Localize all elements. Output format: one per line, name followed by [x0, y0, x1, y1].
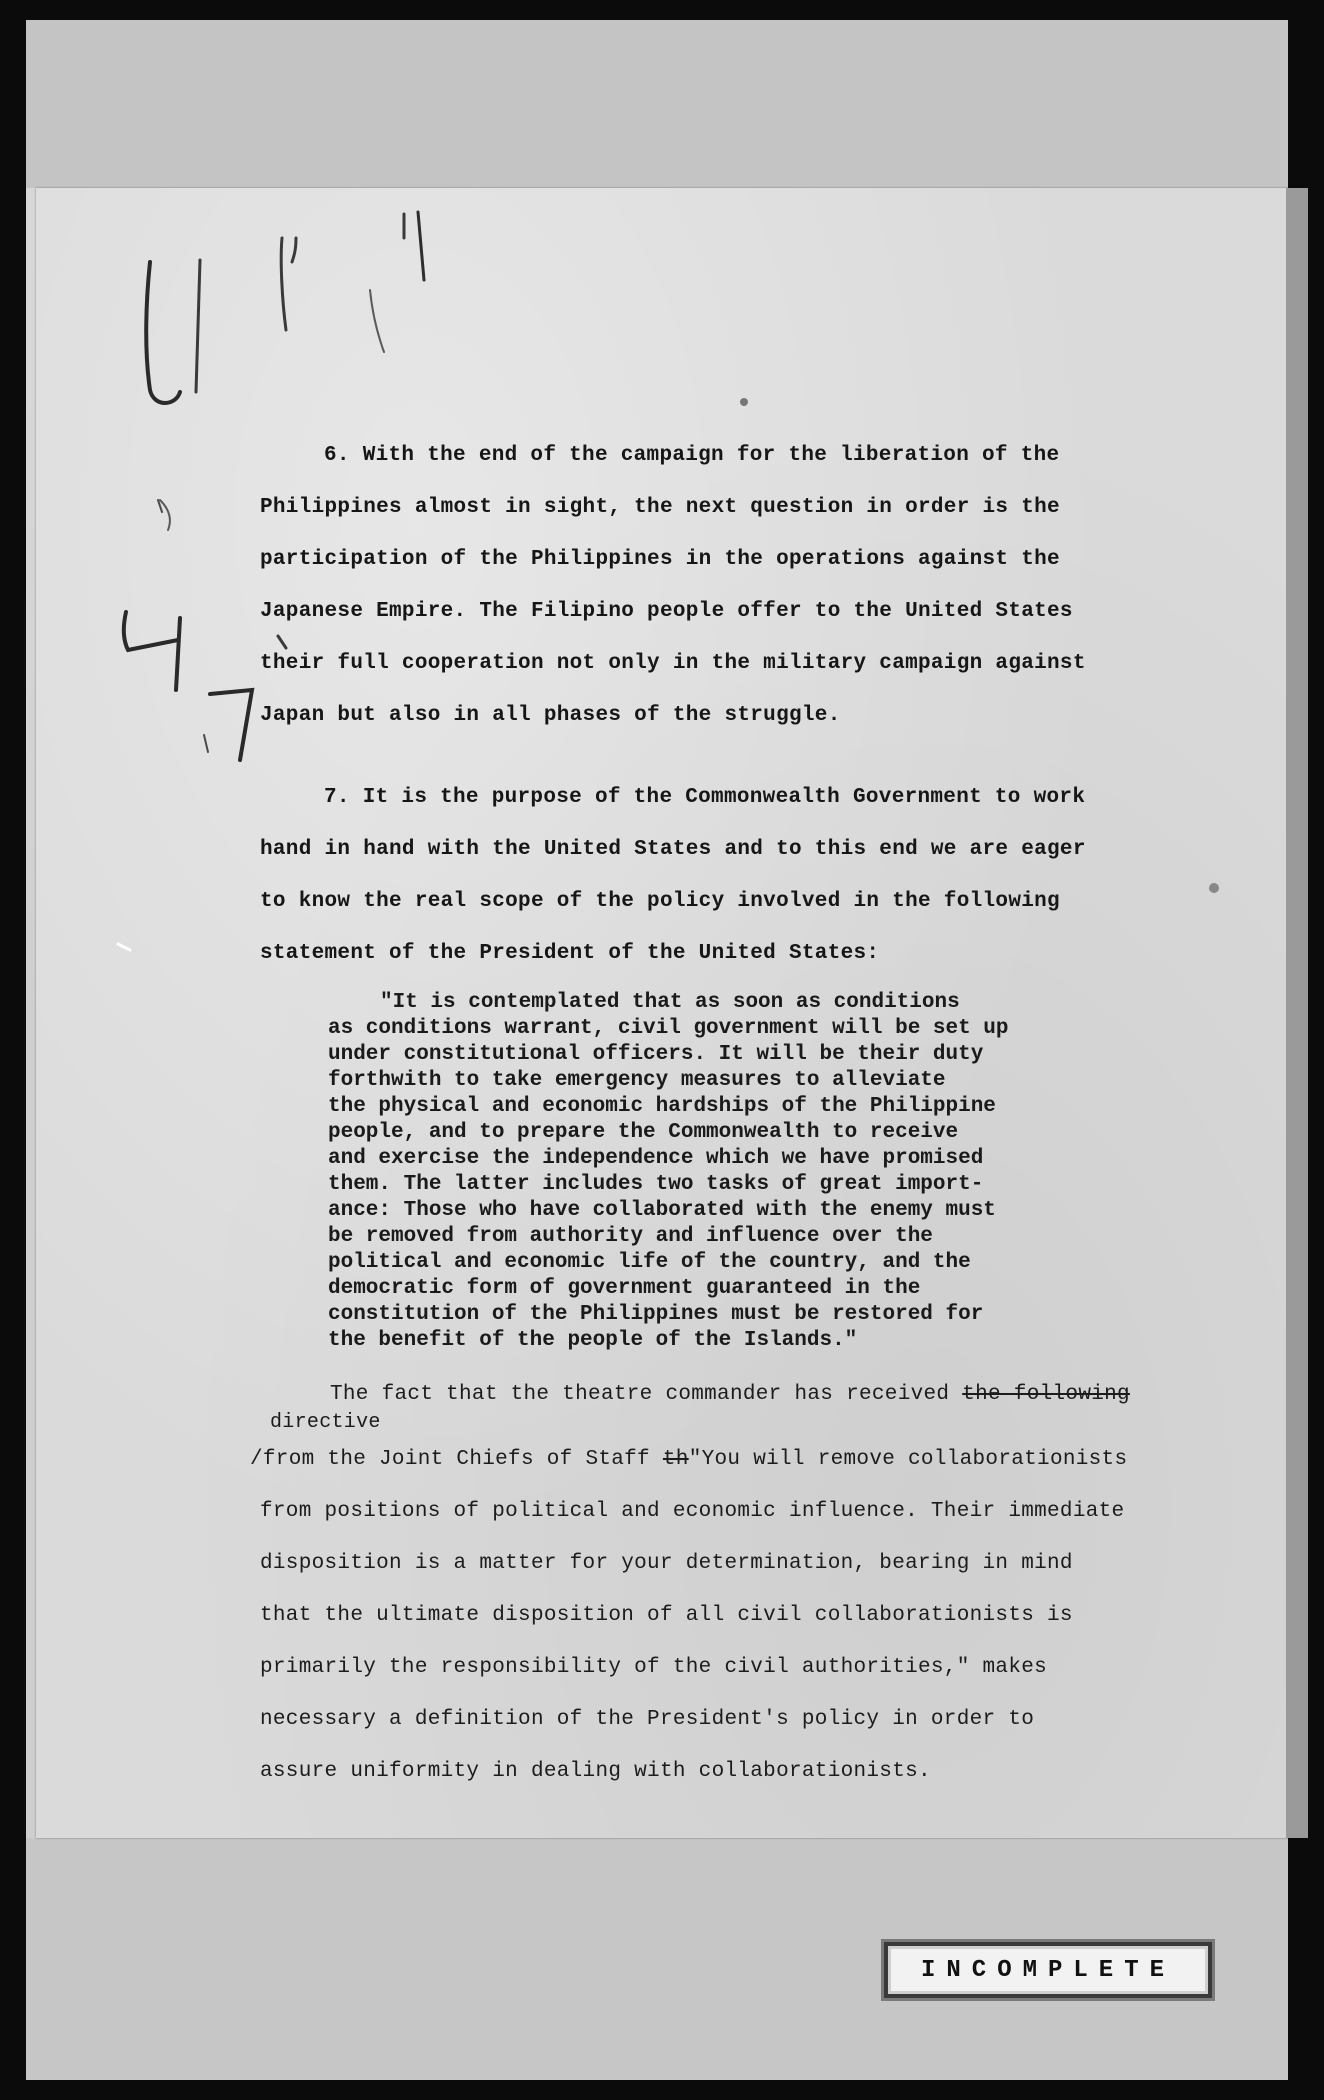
quote-line: as conditions warrant, civil government will be set up [328, 1017, 1009, 1040]
paragraph-line: hand in hand with the United States and to this end we are eager [260, 838, 1086, 861]
backing-sheet-top [26, 20, 1288, 188]
line-text: /from the Joint Chiefs of Staff [250, 1448, 663, 1471]
paragraph-line: disposition is a matter for your determination, bearing in mind [260, 1552, 1073, 1575]
paragraph-line: Japanese Empire. The Filipino people offer to the United States [260, 600, 1073, 623]
struck-text: the following [962, 1383, 1130, 1406]
paragraph-line: primarily the responsibility of the civil authorities," makes [260, 1656, 1048, 1679]
incomplete-stamp [884, 1942, 1212, 1998]
paragraph-line: participation of the Philippines in the operations against the [260, 548, 1060, 571]
paragraph-line: their full cooperation not only in the military campaign against [260, 652, 1086, 675]
paragraph-line: that the ultimate disposition of all civil collaborationists is [260, 1604, 1073, 1627]
paragraph-line: 6. With the end of the campaign for the liberation of the [324, 444, 1060, 467]
paragraph-line [330, 1378, 1130, 1412]
presidential-quotation [328, 990, 1009, 1354]
paragraph-line: statement of the President of the United States: [260, 942, 880, 965]
paragraph-line [250, 1434, 1130, 1486]
quote-line: political and economic life of the country, and the [328, 1251, 971, 1274]
quote-line: democratic form of government guaranteed in the [328, 1277, 921, 1300]
quote-line: the benefit of the people of the Islands." [328, 1329, 858, 1352]
paragraph-line: assure uniformity in dealing with collaborationists. [260, 1760, 931, 1783]
quote-line: under constitutional officers. It will be their duty [328, 1043, 984, 1066]
struck-text: th [662, 1448, 689, 1471]
line-text: "You will remove collaborationists [688, 1448, 1128, 1471]
paragraph-line: from positions of political and economic influence. Their immediate [260, 1500, 1125, 1523]
quote-line: forthwith to take emergency measures to alleviate [328, 1069, 946, 1092]
quote-line: "It is contemplated that as soon as conditions [380, 991, 960, 1014]
page-edge-shadow [1286, 188, 1308, 1838]
quote-line: and exercise the independence which we have promised [328, 1147, 984, 1170]
paragraph-line: 7. It is the purpose of the Commonwealth Government to work [324, 786, 1086, 809]
handwritten-insertion: directive [270, 1411, 381, 1434]
quote-line: the physical and economic hardships of the Philippine [328, 1095, 996, 1118]
paragraph-line: to know the real scope of the policy involved in the following [260, 890, 1060, 913]
quote-line: constitution of the Philippines must be restored for [328, 1303, 984, 1326]
paragraph-6 [260, 430, 1086, 742]
quote-line: people, and to prepare the Commonwealth to receive [328, 1121, 959, 1144]
paragraph-line: necessary a definition of the President's policy in order to [260, 1708, 1035, 1731]
line-text: The fact that the theatre commander has received [330, 1383, 963, 1406]
paragraph-line: Philippines almost in sight, the next question in order is the [260, 496, 1060, 519]
paragraph-line: Japan but also in all phases of the struggle. [260, 704, 841, 727]
paragraph-directive [250, 1378, 1130, 1798]
quote-line: be removed from authority and influence over the [328, 1225, 933, 1248]
quote-line: ance: Those who have collaborated with the enemy must [328, 1199, 996, 1222]
paragraph-7 [260, 772, 1086, 980]
stamp-label: INCOMPLETE [920, 1956, 1176, 1984]
quote-line: them. The latter includes two tasks of great import- [328, 1173, 984, 1196]
